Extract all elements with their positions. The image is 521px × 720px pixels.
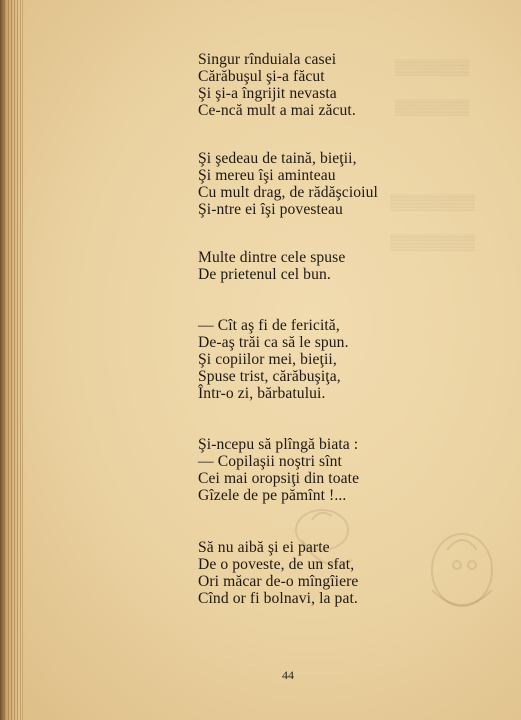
verse-line: De-aş trăi ca să le spun. <box>198 334 349 351</box>
show-through-text: ▒▒▒▒▒▒▒▒ <box>390 195 476 211</box>
verse-line: De prietenul cel bun. <box>198 266 331 283</box>
verse-line: Cărăbuşul şi-a făcut <box>198 68 325 85</box>
spine-shadow <box>0 0 6 720</box>
verse-line: Şi şi-a îngrijit nevasta <box>198 85 337 102</box>
verse-line: — Cît aş fi de fericită, <box>198 317 340 334</box>
verse-line: Ce-ncă mult a mai zăcut. <box>198 102 356 119</box>
stanza-2 <box>198 150 378 218</box>
show-through-text: ▒▒▒▒▒▒▒ <box>395 100 470 116</box>
verse-line: Ori măcar de-o mîngîiere <box>198 573 359 590</box>
show-through-text: ▒▒▒▒▒▒▒▒ <box>390 235 476 251</box>
stanza-6 <box>198 539 358 607</box>
stanza-4 <box>198 317 349 402</box>
show-through-text: ▒▒▒▒▒▒▒ <box>395 60 470 76</box>
stanza-1 <box>198 51 356 119</box>
verse-line: Singur rînduiala casei <box>198 51 337 68</box>
verse-line: Cei mai oropsiţi din toate <box>198 470 360 487</box>
verse-line: Cu mult drag, de rădăşcioiul <box>198 184 378 201</box>
page-number: 44 <box>282 668 294 682</box>
verse-line: Gîzele de pe pămînt !... <box>198 487 347 504</box>
verse-line: Să nu aibă şi ei parte <box>198 539 330 556</box>
verse-line: Cînd or fi bolnavi, la pat. <box>198 590 358 607</box>
verse-line: De o poveste, de un sfat, <box>198 556 355 573</box>
verse-line: Şi-ntre ei îşi povesteau <box>198 201 343 218</box>
verse-line: Şi şedeau de taină, bieţii, <box>198 150 357 167</box>
verse-line: Spuse trist, cărăbuşiţa, <box>198 368 341 385</box>
verse-line: Multe dintre cele spuse <box>198 249 346 266</box>
stanza-5 <box>198 436 359 504</box>
verse-line: Şi-ncepu să plîngă biata : <box>198 436 359 453</box>
verse-line: Şi mereu îşi aminteau <box>198 167 336 184</box>
stanza-3 <box>198 249 345 283</box>
verse-line: Într-o zi, bărbatului. <box>198 385 326 402</box>
verse-line: Şi copiilor mei, bieţii, <box>198 351 337 368</box>
verse-line: — Copilaşii noştri sînt <box>198 453 342 470</box>
